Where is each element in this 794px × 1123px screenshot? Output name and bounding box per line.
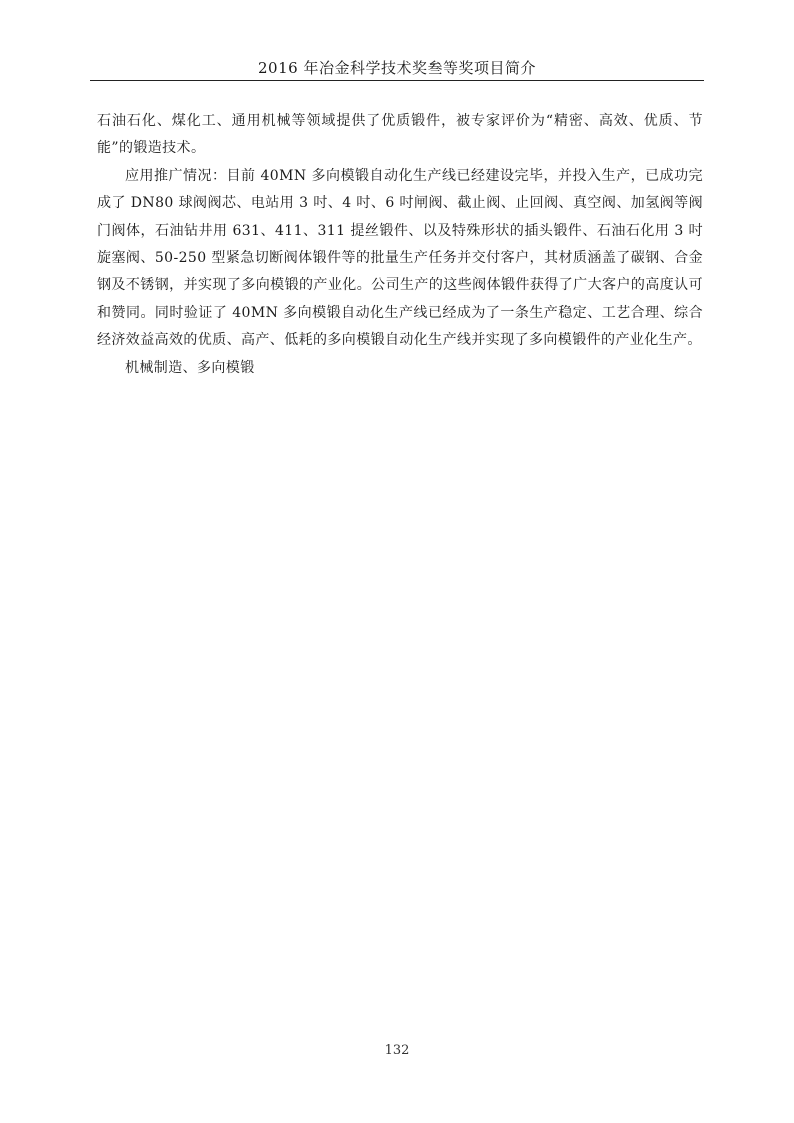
header-divider — [90, 80, 704, 81]
page-number: 132 — [384, 1043, 410, 1058]
paragraph-continuation: 石油石化、煤化工、通用机械等领域提供了优质锻件，被专家评价为“精密、高效、优质、节能”的锻造技术。 — [97, 113, 703, 157]
page-header-title: 2016 年冶金科学技术奖叁等奖项目简介 — [258, 59, 536, 77]
keywords-line: 机械制造、多向模锻 — [125, 359, 255, 376]
paragraph-application-promotion: 应用推广情况：目前 40MN 多向模锻自动化生产线已经建设完毕，并投入生产，已成功完成了 DN80 球阀阀芯、电站用 3 吋、4 吋、6 吋闸阀、截止阀、止回阀、真空阀、加氢阀等阀门阀体，石油钻井用 631、411、311 提丝锻件、以及特殊形状的插头锻件、石油石化用 3 吋旋塞阀、50-250 型紧急切断阀体锻件等的批量生产任务并交付客户，其材质涵盖了碳钢、合金钢及不锈钢，并实现了多向模锻的产业化。公司生产的这些阀体锻件获得了广大客户的高度认可和赞同。同时验证了 40MN 多向模锻自动化生产线已经成为了一条生产稳定、工艺合理、综合经济效益高效的优质、高产、低耗的多向模锻自动化生产线并实现了多向模锻件的产业化生产。 — [97, 167, 703, 349]
document-body — [97, 108, 703, 382]
